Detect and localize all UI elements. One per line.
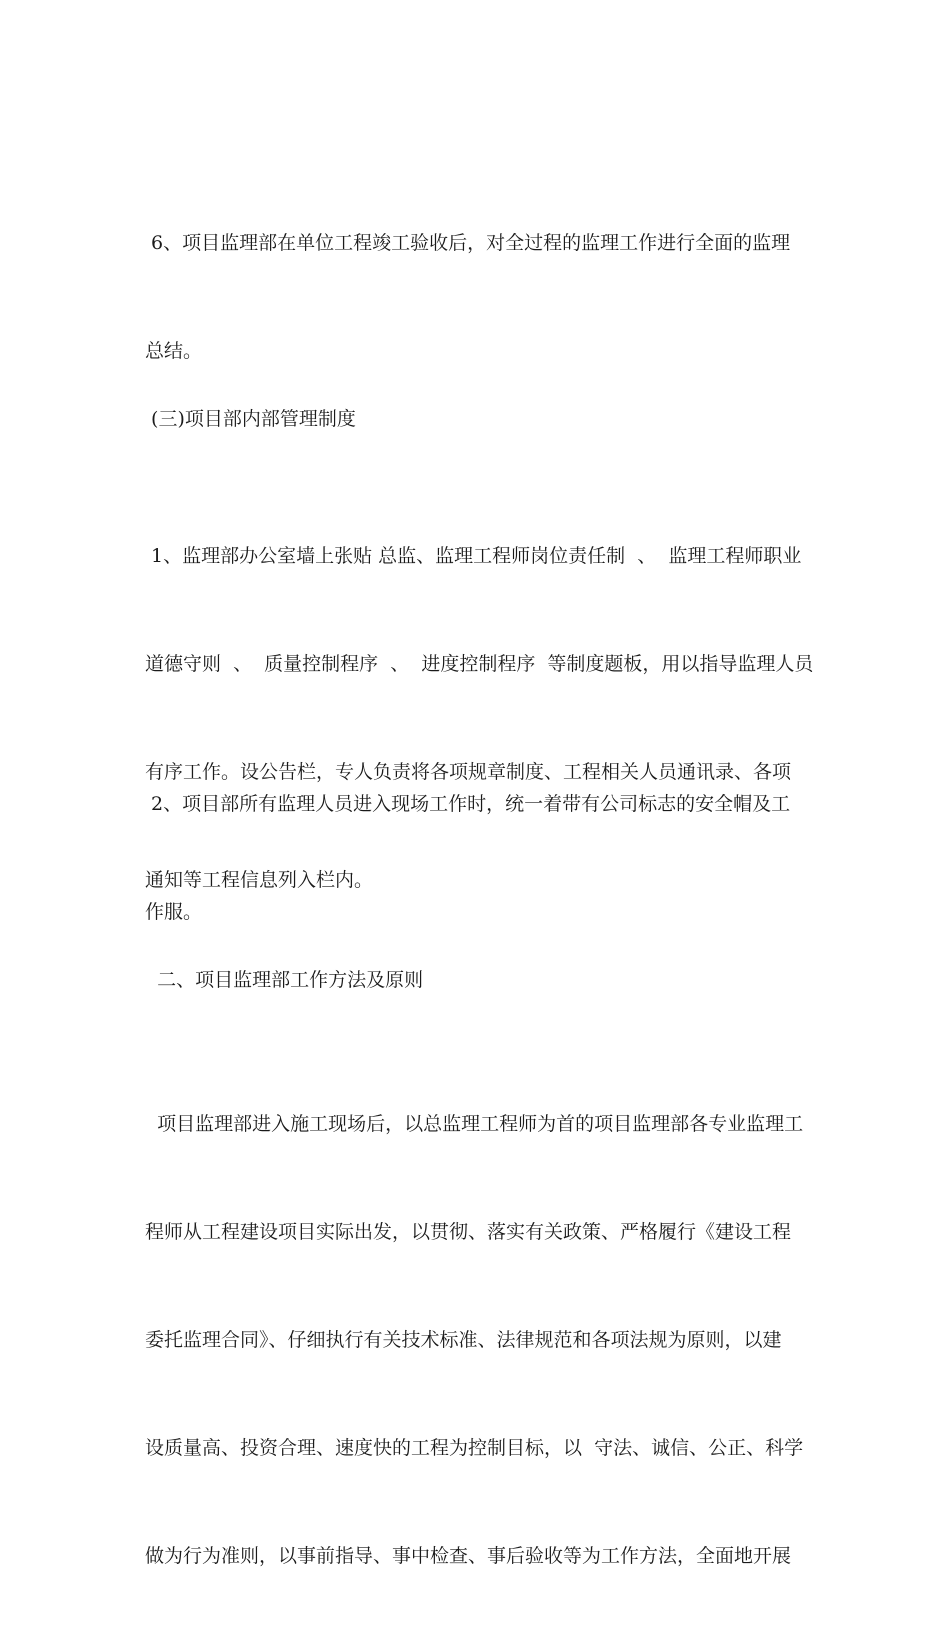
text-line: 做为行为准则，以事前指导、事中检查、事后验收等为工作方法，全面地开展 xyxy=(145,1545,792,1567)
text-line: (三)项目部内部管理制度 xyxy=(145,408,356,430)
text-line: 设质量高、投资合理、速度快的工程为控制目标，以 守法、诚信、公正、科学 xyxy=(145,1437,804,1459)
text-line: 程师从工程建设项目实际出发，以贯彻、落实有关政策、严格履行《建设工程 xyxy=(145,1221,792,1243)
text-line: 通知等工程信息列入栏内。 xyxy=(145,869,374,891)
text-line: 1、监理部办公室墙上张贴 总监、监理工程师岗位责任制 、 监理工程师职业 xyxy=(145,545,802,567)
text-line: 项目监理部进入施工现场后，以总监理工程师为首的项目监理部各专业监理工 xyxy=(145,1113,804,1135)
paragraph-body xyxy=(145,1034,815,1646)
text-line: 总结。 xyxy=(145,340,203,362)
text-line: 2、项目部所有监理人员进入现场工作时，统一着带有公司标志的安全帽及工 xyxy=(145,793,791,815)
text-line: 道德守则 、 质量控制程序 、 进度控制程序 等制度题板，用以指导监理人员 xyxy=(145,653,814,675)
text-line: 二、项目监理部工作方法及原则 xyxy=(145,969,424,991)
text-line: 6、项目监理部在单位工程竣工验收后，对全过程的监理工作进行全面的监理 xyxy=(145,232,791,254)
text-line: 作服。 xyxy=(145,901,203,923)
text-line: 委托监理合同》、仔细执行有关技术标准、法律规范和各项法规为原则，以建 xyxy=(145,1329,782,1351)
text-line: 有序工作。设公告栏，专人负责将各项规章制度、工程相关人员通讯录、各项 xyxy=(145,761,792,783)
